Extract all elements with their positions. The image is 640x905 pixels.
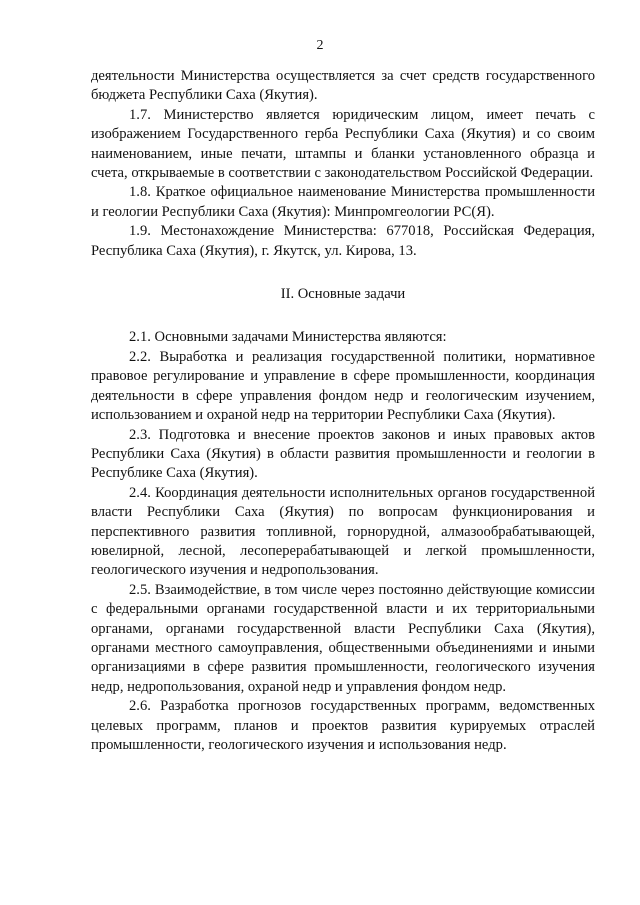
paragraph-2-1: 2.1. Основными задачами Министерства являются: [129, 329, 447, 346]
paragraph-2-5: 2.5. Взаимодействие, в том числе через постоянно действующие комиссии с федеральными органами государственной власти и их территориальными органами, органами государственной власти Республики Саха (Якутия), органами местного самоуправления, общественными объединениями и иными организациями в сфере развития промышленности, геологического изучения недр, недропользования, охраной недр и управления фондом недр. [91, 581, 595, 695]
paragraph-1-9: 1.9. Местонахождение Министерства: 677018, Российская Федерация, Республика Саха (Якутия), г. Якутск, ул. Кирова, 13. [91, 223, 595, 259]
document-body [91, 67, 595, 755]
paragraph-continuation: деятельности Министерства осуществляется за счет средств государственного бюджета Республики Саха (Якутия). [91, 68, 595, 104]
paragraph-2-4: 2.4. Координация деятельности исполнительных органов государственной власти Республики Саха (Якутия) по вопросам функционирования и перспективного развития топливной, горнорудной, алмазообрабатывающей, ювелирной, лесной, лесоперерабатывающей и легкой промышленности, геологического изучения и недропользования. [91, 484, 595, 579]
paragraph-2-3: 2.3. Подготовка и внесение проектов законов и иных правовых актов Республики Саха (Якутия) в области развития промышленности и геологии в Республике Саха (Якутия). [91, 426, 595, 482]
paragraph-1-7: 1.7. Министерство является юридическим лицом, имеет печать с изображением Государственного герба Республики Саха (Якутия) и со своим наименованием, иные печати, штампы и бланки установленного образца и счета, открываемые в соответствии с законодательством Российской Федерации. [91, 106, 595, 182]
paragraph-1-8: 1.8. Краткое официальное наименование Министерства промышленности и геологии Республики Саха (Якутия): Минпромгеологии РС(Я). [91, 184, 595, 220]
paragraph-2-6: 2.6. Разработка прогнозов государственных программ, ведомственных целевых программ, планов и проектов развития курируемых отраслей промышленности, геологического изучения и использования недр. [91, 698, 595, 753]
page-number: 2 [316, 38, 324, 53]
paragraph-2-2: 2.2. Выработка и реализация государственной политики, нормативное правовое регулирование и управление в сфере промышленности, координация деятельности в сфере управления фондом недр и геологическим изучением, использованием и охраной недр на территории Республики Саха (Якутия). [91, 348, 595, 424]
section-heading: II. Основные задачи [280, 286, 406, 303]
